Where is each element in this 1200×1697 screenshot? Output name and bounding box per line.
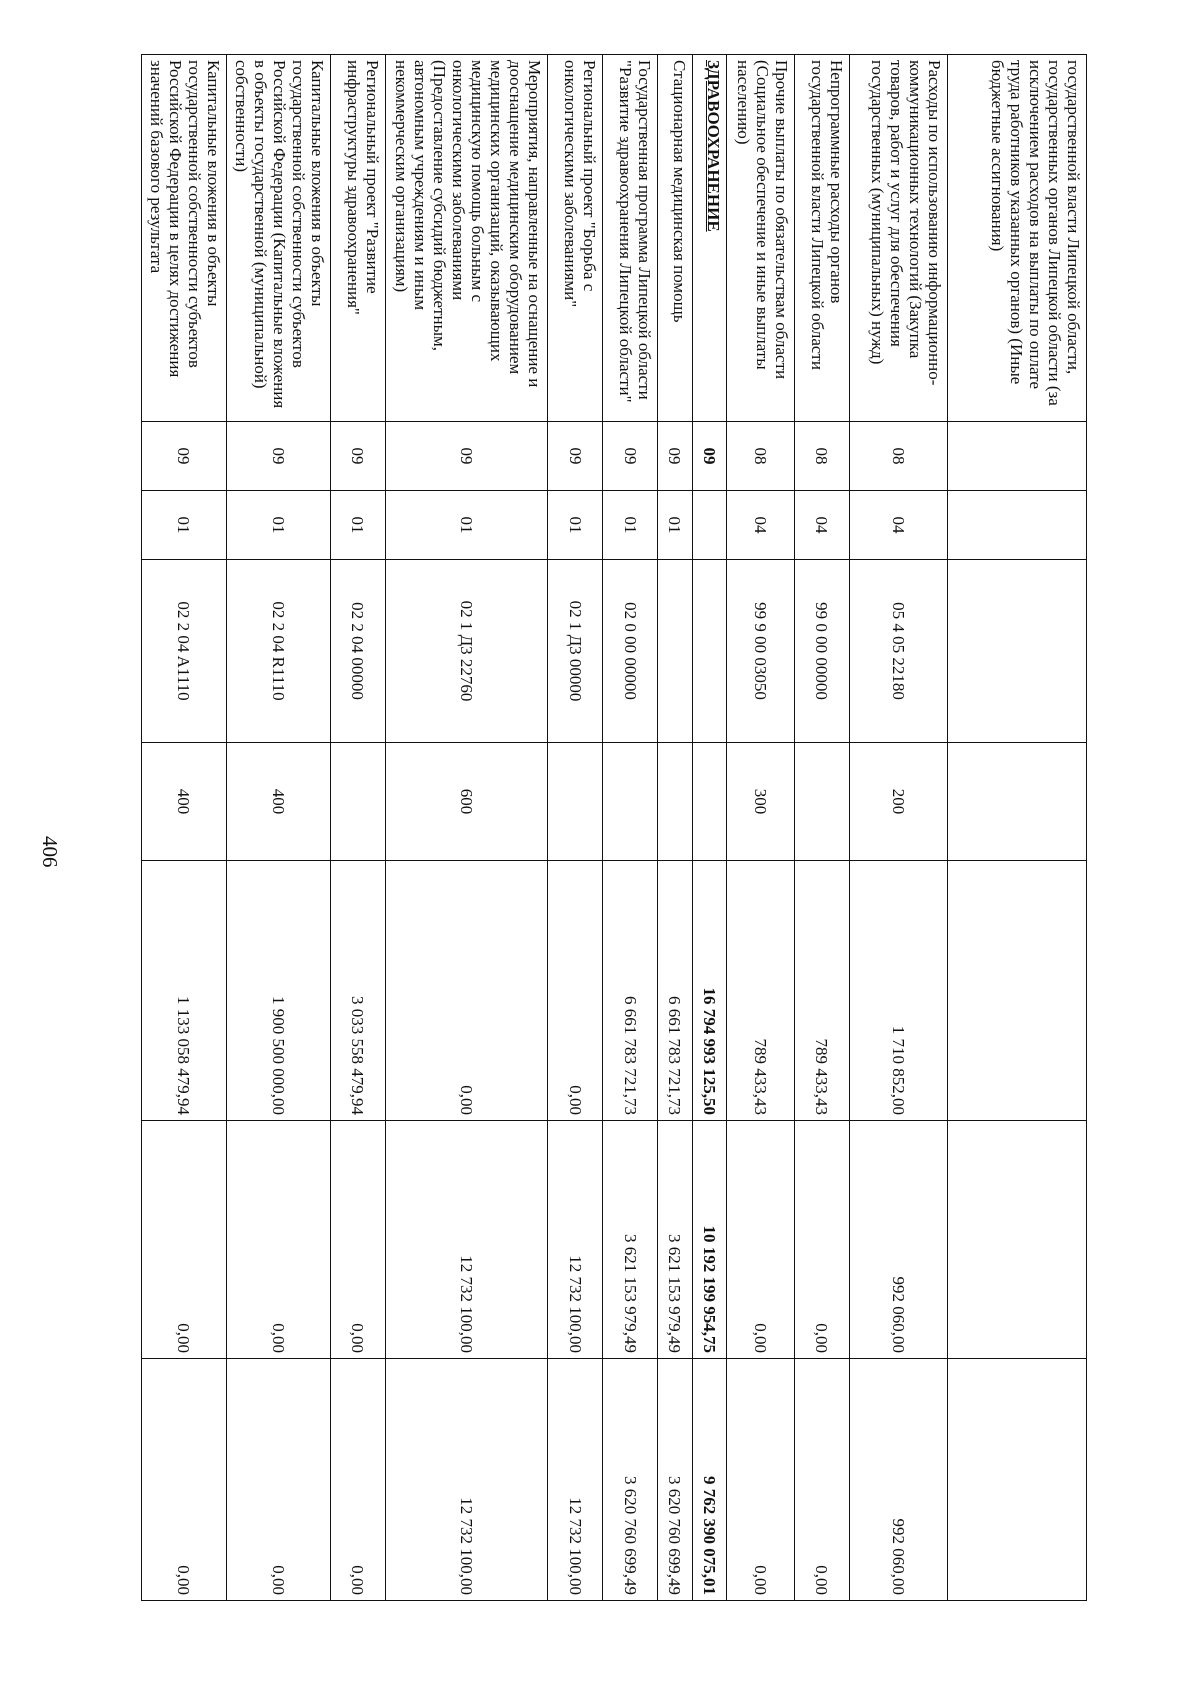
cell-subsection: 01 (548, 491, 603, 560)
cell-sum-2: 0,00 (330, 1121, 385, 1359)
cell-target-article: 02 2 04 R1110 (226, 560, 330, 743)
cell-sum-1: 1 900 500 000,00 (226, 861, 330, 1121)
cell-target-article (948, 560, 1087, 743)
cell-sum-2: 3 621 153 979,49 (603, 1121, 658, 1359)
cell-section: 09 (385, 422, 547, 491)
cell-name: Региональный проект "Борьба с онкологическими заболеваниями" (548, 55, 603, 422)
cell-sum-3: 12 732 100,00 (548, 1359, 603, 1601)
cell-name: Региональный проект "Развитие инфраструктуры здравоохранения" (330, 55, 385, 422)
cell-expense-type: 400 (226, 743, 330, 861)
budget-table (141, 54, 1087, 1601)
cell-section: 08 (794, 422, 849, 491)
cell-subsection: 01 (330, 491, 385, 560)
cell-subsection (692, 491, 727, 560)
cell-expense-type: 400 (142, 743, 227, 861)
cell-sum-1: 1 710 852,00 (849, 861, 948, 1121)
cell-sum-2: 0,00 (142, 1121, 227, 1359)
cell-name: Прочие выплаты по обязательствам области (Социальное обеспечение и иные выплаты населению) (727, 55, 794, 422)
cell-subsection: 01 (226, 491, 330, 560)
cell-sum-3: 992 060,00 (849, 1359, 948, 1601)
cell-name: Непрограммные расходы органов государственной власти Липецкой области (794, 55, 849, 422)
cell-name: ЗДРАВООХРАНЕНИЕ (692, 55, 727, 422)
cell-sum-1 (948, 861, 1087, 1121)
table-row (948, 55, 1087, 1601)
cell-target-article: 99 0 00 00000 (794, 560, 849, 743)
cell-target-article (692, 560, 727, 743)
cell-sum-3 (948, 1359, 1087, 1601)
cell-sum-3: 0,00 (330, 1359, 385, 1601)
cell-sum-3: 3 620 760 699,49 (658, 1359, 693, 1601)
cell-expense-type (658, 743, 693, 861)
cell-sum-3: 12 732 100,00 (385, 1359, 547, 1601)
cell-sum-1: 789 433,43 (794, 861, 849, 1121)
table-row (692, 55, 727, 1601)
cell-sum-1: 789 433,43 (727, 861, 794, 1121)
table-row (142, 55, 227, 1601)
cell-sum-2: 992 060,00 (849, 1121, 948, 1359)
cell-section: 08 (727, 422, 794, 491)
cell-target-article: 02 1 Д3 22760 (385, 560, 547, 743)
cell-subsection: 01 (142, 491, 227, 560)
cell-subsection (948, 491, 1087, 560)
cell-sum-3: 3 620 760 699,49 (603, 1359, 658, 1601)
cell-sum-1: 16 794 993 125,50 (692, 861, 727, 1121)
cell-sum-1: 6 661 783 721,73 (603, 861, 658, 1121)
table-body (142, 55, 1087, 1601)
cell-sum-2: 0,00 (727, 1121, 794, 1359)
cell-name: Капитальные вложения в объекты государственной собственности субъектов Российской Федерации (Капитальные вложения в объекты государственной (муниципальной) собственности) (226, 55, 330, 422)
cell-name: Стационарная медицинская помощь (658, 55, 693, 422)
table-row (727, 55, 794, 1601)
cell-expense-type (548, 743, 603, 861)
cell-expense-type (794, 743, 849, 861)
cell-section: 09 (603, 422, 658, 491)
cell-subsection: 01 (603, 491, 658, 560)
table-row (658, 55, 693, 1601)
cell-sum-3: 0,00 (142, 1359, 227, 1601)
cell-sum-2: 3 621 153 979,49 (658, 1121, 693, 1359)
cell-target-article (658, 560, 693, 743)
cell-expense-type (603, 743, 658, 861)
cell-subsection: 04 (727, 491, 794, 560)
cell-sum-1: 1 133 058 479,94 (142, 861, 227, 1121)
cell-name: Мероприятия, направленные на оснащение и дооснащение медицинским оборудованием медицинских организаций, оказывающих медицинскую помощь больным с онкологическими заболеваниями (Предоставление субсидий бюджетным, автономным учреждениям и иным некоммерческим организациям) (385, 55, 547, 422)
cell-section (948, 422, 1087, 491)
cell-target-article: 05 4 05 22180 (849, 560, 948, 743)
cell-section: 09 (548, 422, 603, 491)
cell-sum-3: 0,00 (226, 1359, 330, 1601)
cell-section: 09 (658, 422, 693, 491)
cell-sum-2: 12 732 100,00 (548, 1121, 603, 1359)
cell-sum-2: 0,00 (226, 1121, 330, 1359)
cell-target-article: 02 1 Д3 00000 (548, 560, 603, 743)
cell-subsection: 04 (849, 491, 948, 560)
table-row (794, 55, 849, 1601)
cell-sum-3: 9 762 390 075,01 (692, 1359, 727, 1601)
cell-expense-type: 600 (385, 743, 547, 861)
cell-section: 08 (849, 422, 948, 491)
cell-name: Капитальные вложения в объекты государственной собственности субъектов Российской Федерации в целях достижения значений базового результата (142, 55, 227, 422)
cell-expense-type: 200 (849, 743, 948, 861)
cell-sum-2: 10 192 199 954,75 (692, 1121, 727, 1359)
cell-sum-2: 0,00 (794, 1121, 849, 1359)
cell-target-article: 02 2 04 A1110 (142, 560, 227, 743)
cell-sum-1: 3 033 558 479,94 (330, 861, 385, 1121)
cell-target-article: 02 2 04 00000 (330, 560, 385, 743)
table-row (849, 55, 948, 1601)
cell-sum-1: 0,00 (548, 861, 603, 1121)
cell-expense-type (948, 743, 1087, 861)
rotated-page-content (141, 54, 1087, 1600)
cell-section: 09 (692, 422, 727, 491)
cell-sum-2 (948, 1121, 1087, 1359)
cell-subsection: 01 (658, 491, 693, 560)
table-row (603, 55, 658, 1601)
cell-target-article: 02 0 00 00000 (603, 560, 658, 743)
cell-name: Государственная программа Липецкой области "Развитие здравоохранения Липецкой области" (603, 55, 658, 422)
cell-section: 09 (142, 422, 227, 491)
cell-expense-type (330, 743, 385, 861)
cell-sum-1: 6 661 783 721,73 (658, 861, 693, 1121)
table-row (330, 55, 385, 1601)
cell-subsection: 01 (385, 491, 547, 560)
page-number: 406 (38, 836, 62, 868)
cell-target-article: 99 9 00 03050 (727, 560, 794, 743)
cell-sum-1: 0,00 (385, 861, 547, 1121)
cell-expense-type: 300 (727, 743, 794, 861)
cell-name: Расходы по использованию информационно-коммуникационных технологий (Закупка товаров, работ и услуг для обеспечения государственных (муниципальных) нужд) (849, 55, 948, 422)
table-row (226, 55, 330, 1601)
cell-sum-3: 0,00 (794, 1359, 849, 1601)
table-row (548, 55, 603, 1601)
cell-expense-type (692, 743, 727, 861)
cell-name: государственной власти Липецкой области, государственных органов Липецкой области (за исключением расходов на выплаты по оплате труда работников указанных органов) (Иные бюджетные ассигнования) (948, 55, 1087, 422)
cell-subsection: 04 (794, 491, 849, 560)
table-row (385, 55, 547, 1601)
cell-section: 09 (330, 422, 385, 491)
cell-section: 09 (226, 422, 330, 491)
cell-sum-3: 0,00 (727, 1359, 794, 1601)
cell-sum-2: 12 732 100,00 (385, 1121, 547, 1359)
